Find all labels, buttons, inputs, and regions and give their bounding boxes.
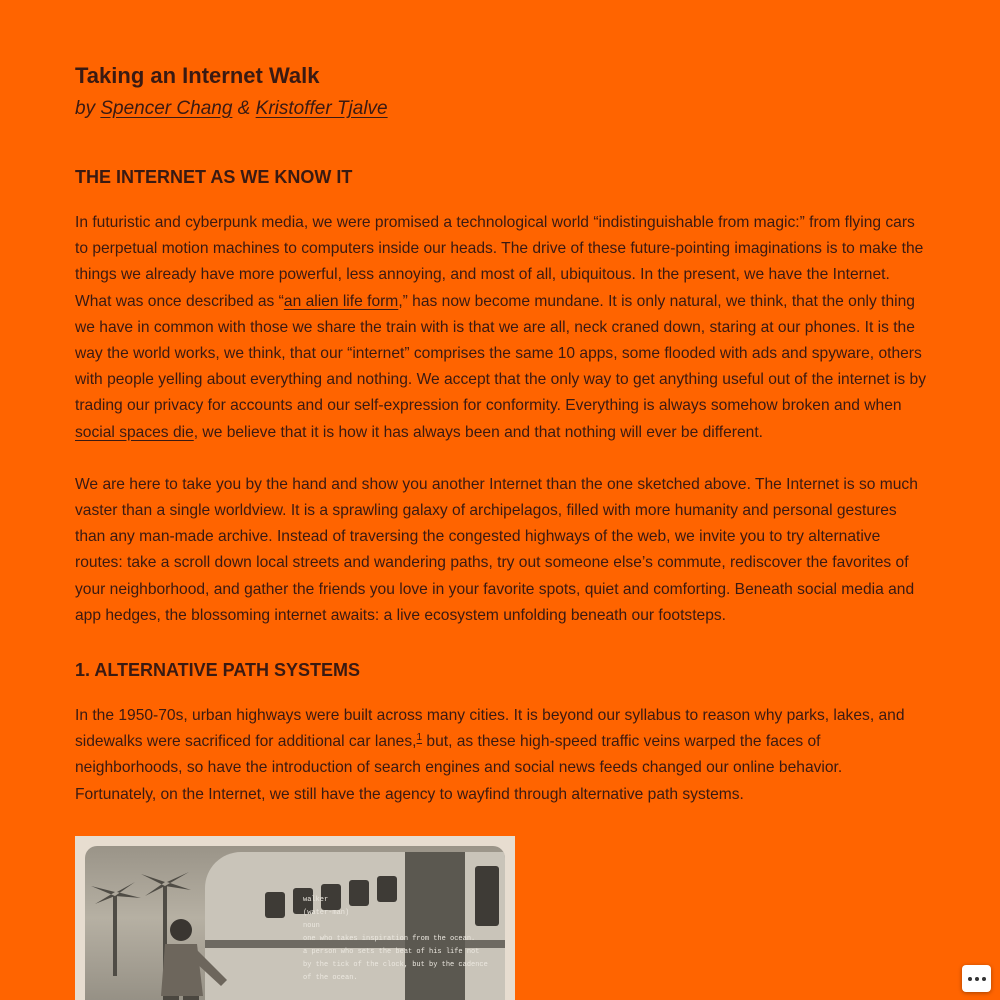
overlay-line: one who takes inspiration from the ocean. [303, 935, 476, 943]
overlay-line: a person who sets the beat of his life not [303, 948, 480, 956]
paragraph-3-text-a: In the 1950-70s, urban highways were built across many cities. It is beyond our syllabus to reason why parks, lakes, and sidewalks were sacrificed for additional car lanes, [75, 707, 905, 751]
paragraph-1 [75, 210, 927, 446]
author-link-spencer-chang[interactable]: Spencer Chang [100, 98, 233, 119]
surfer-figure [145, 916, 235, 1000]
overlay-line: walker [303, 896, 329, 904]
article [75, 60, 927, 808]
article-figure [75, 836, 515, 1000]
author-link-kristoffer-tjalve[interactable]: Kristoffer Tjalve [255, 98, 388, 119]
byline-joiner: & [232, 98, 256, 119]
ellipsis-icon [968, 977, 972, 981]
ellipsis-icon [982, 977, 986, 981]
overlay-line: by the tick of the clock, but by the cadence [303, 961, 488, 969]
article-title: Taking an Internet Walk [75, 63, 320, 88]
figure-overlay-text [303, 894, 505, 985]
overlay-line: of the ocean. [303, 974, 358, 982]
ellipsis-icon [975, 977, 979, 981]
paragraph-1-text-a: In futuristic and cyberpunk media, we were promised a technological world “indistinguishable from magic:” from flying cars to perpetual motion machines to computers inside our heads. The drive of these future-pointing imaginations is to make the things we already have more powerful, less annoying, and most of all, ubiquitous. In the present, we have the Internet. What was once described as “ [75, 214, 924, 310]
link-social-spaces-die[interactable]: social spaces die [75, 423, 194, 441]
overlay-line: noun [303, 922, 320, 930]
section-heading-internet-as-we-know-it: THE INTERNET AS WE KNOW IT [75, 167, 353, 187]
paragraph-3-text-b: but, as these high-speed traffic veins warped the faces of neighborhoods, so have the introduction of search engines and social news feeds changed our online behavior. Fortunately, on the Internet, we still have the agency to wayfind through alternative path systems. [75, 733, 843, 803]
paragraph-1-text-b: ,” has now become mundane. It is only natural, we think, that the only thing we have in common with those we share the train with is that we are all, neck craned down, staring at our phones. It is the way the world works, we think, that our “internet” comprises the same 10 apps, some flooded with ads and spyware, others with people yelling about everything and nothing. We accept that the only way to get anything useful out of the internet is by trading our privacy for accounts and our self-expression for conformity. Everything is always somehow broken and when [75, 292, 926, 415]
overlay-line: (water-man) [303, 909, 350, 917]
bus-surfer-photo [85, 846, 505, 1000]
paragraph-2: We are here to take you by the hand and show you another Internet than the one sketched above. The Internet is so much vaster than a single worldview. It is a sprawling galaxy of archipelagos, filled with more humanity and personal gestures than any man-made archive. Instead of traversing the congested highways of the web, we invite you to try alternative routes: take a scroll down local streets and wandering paths, try out someone else’s commute, rediscover the favorites of your neighborhood, and gather the friends you love in your favorite spots, quiet and comforting. Beneath social media and app hedges, the blossoming internet awaits: a live ecosystem unfolding beneath our footsteps. [75, 475, 918, 624]
paragraph-1-text-c: , we believe that it is how it has always been and that nothing will ever be different. [193, 423, 763, 441]
section-heading-alternative-path-systems: 1. ALTERNATIVE PATH SYSTEMS [75, 660, 361, 681]
paragraph-3 [75, 703, 927, 808]
byline [75, 96, 927, 122]
byline-prefix: by [75, 98, 101, 119]
more-options-button[interactable] [962, 965, 991, 992]
footnote-link-1[interactable]: 1 [416, 732, 423, 744]
bus-window [265, 892, 285, 918]
link-alien-life-form[interactable]: an alien life form [283, 292, 399, 310]
